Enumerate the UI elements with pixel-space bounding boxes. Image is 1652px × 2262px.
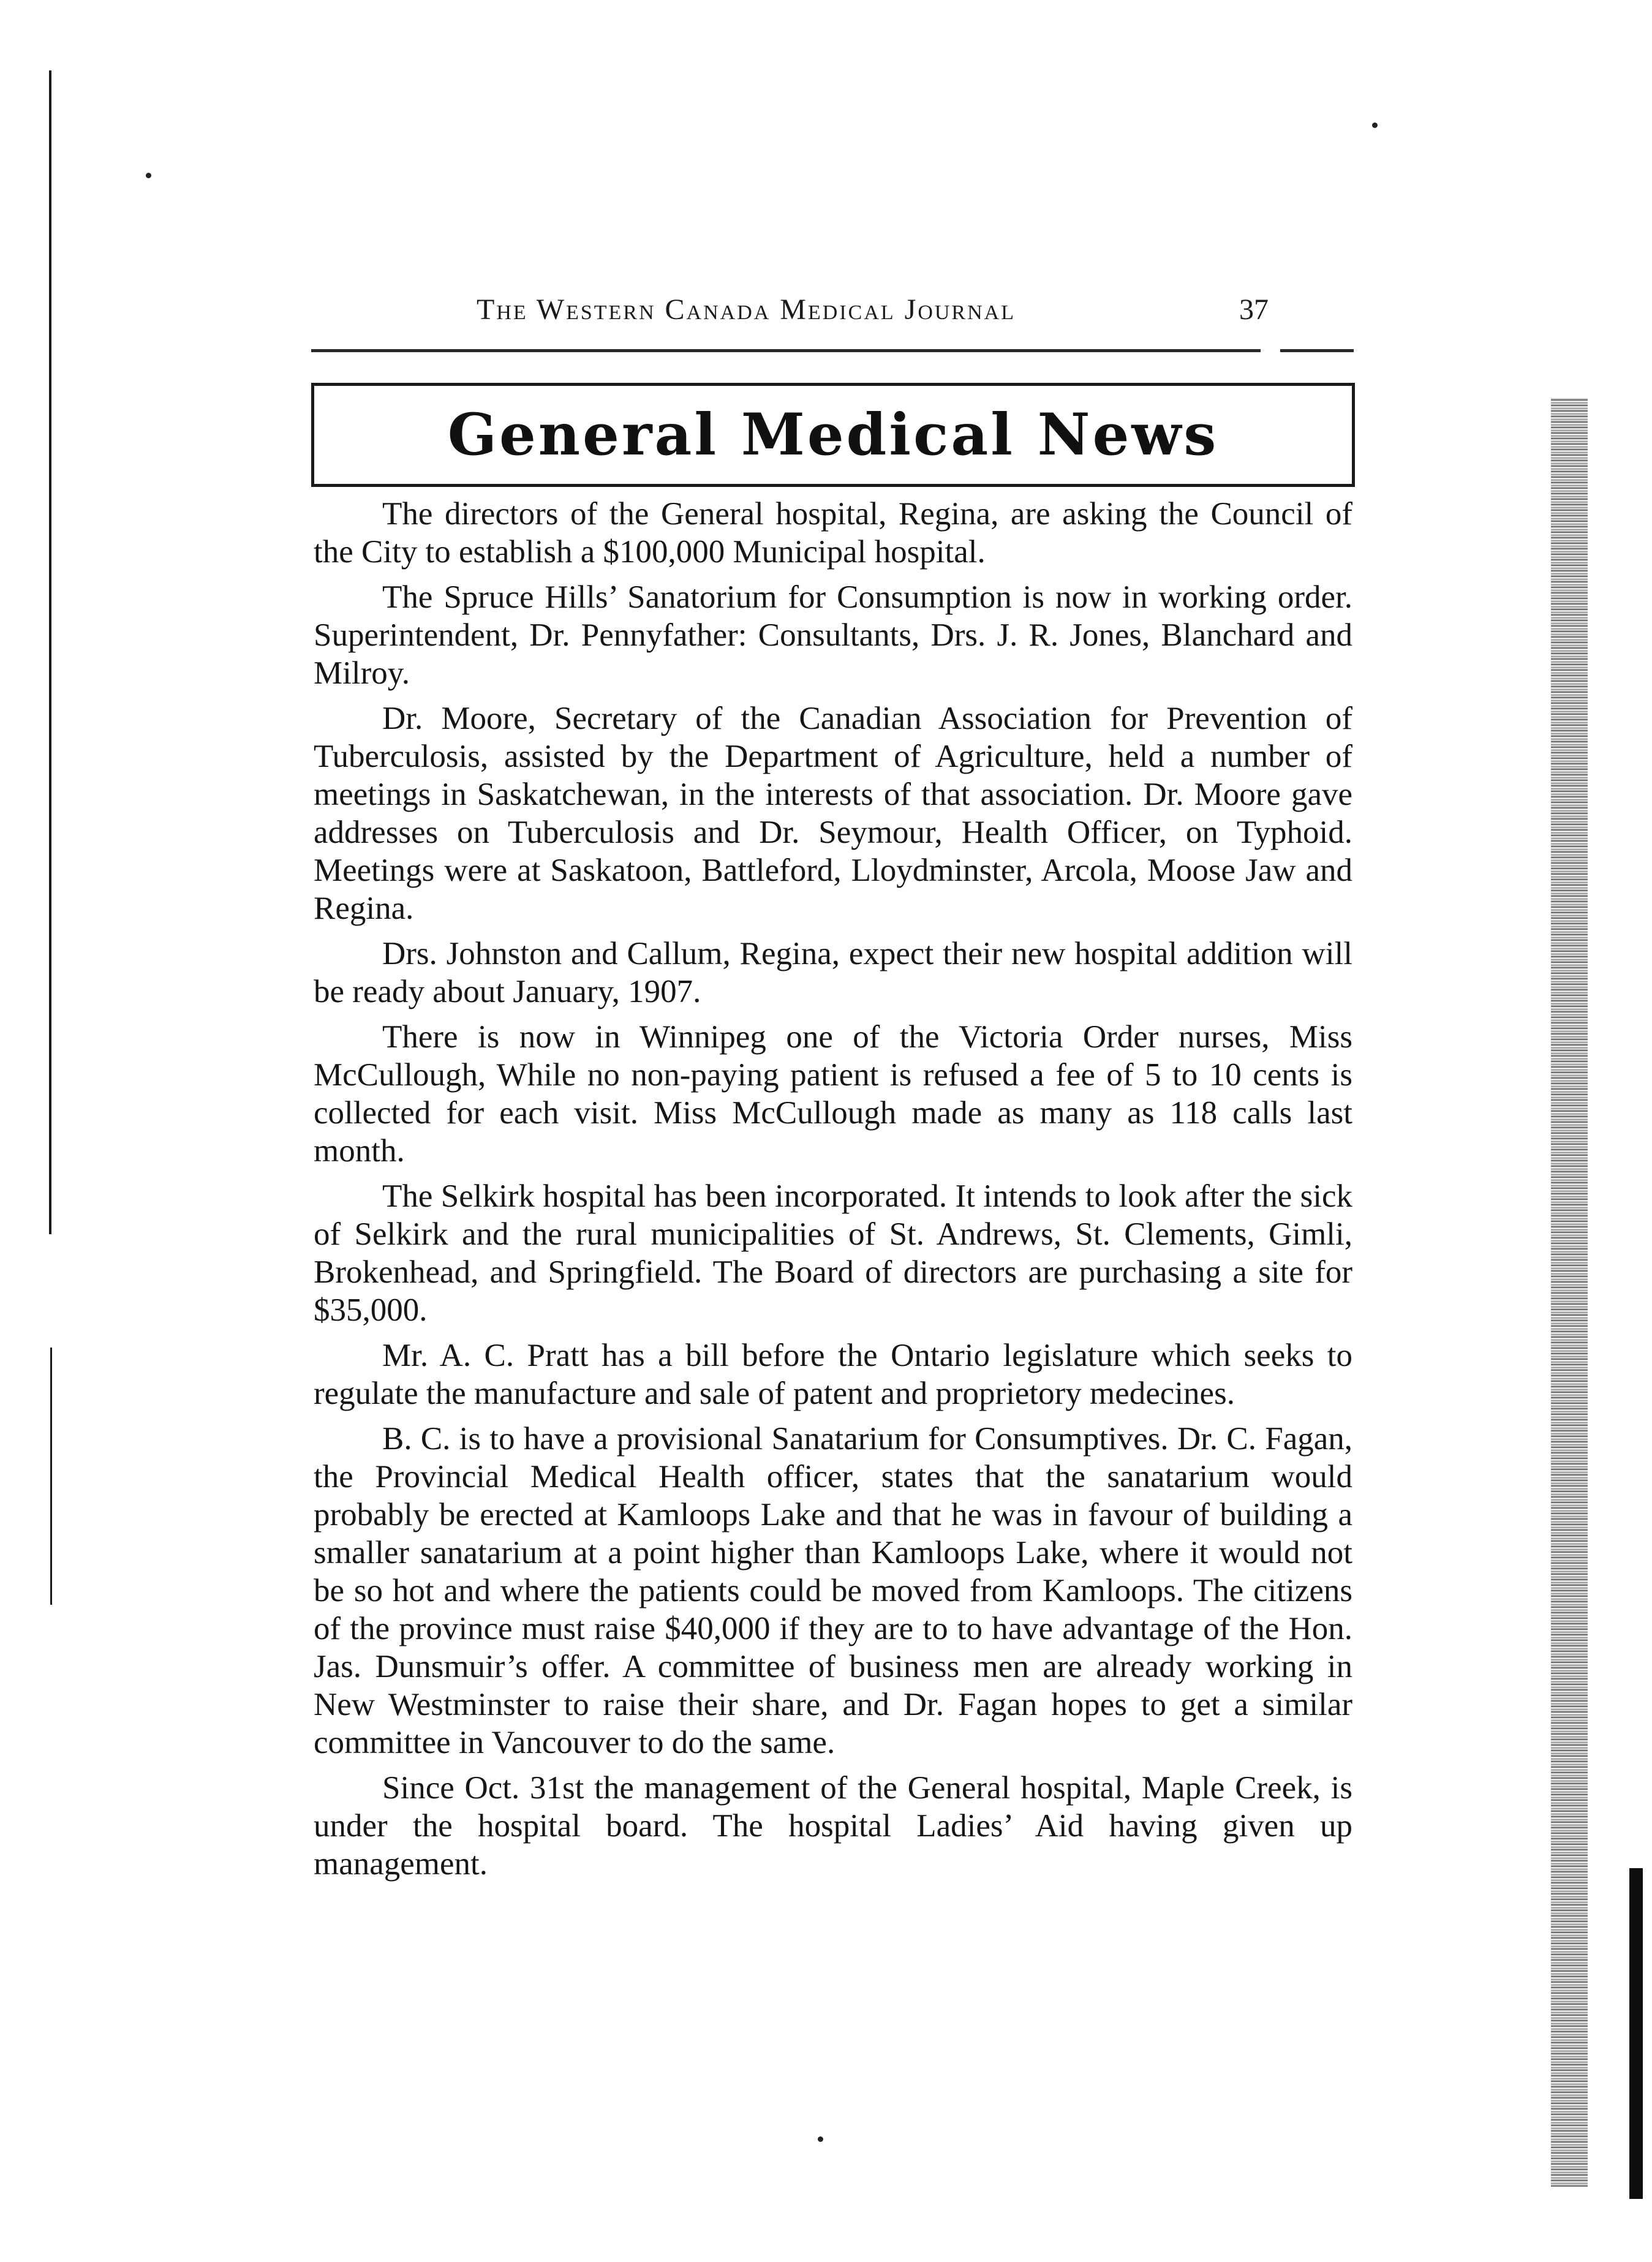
header-rule xyxy=(311,349,1261,352)
news-paragraph: There is now in Winnipeg one of the Victoria Order nurses, Miss McCullough, While no non-paying patient is refused a fee of 5 to 10 cents is collected for each visit. Miss McCullough made as many as 118 calls last month. xyxy=(314,1019,1352,1169)
section-title-box xyxy=(311,383,1355,487)
news-paragraph: The Spruce Hills’ Sanatorium for Consumption is now in working order. Superintendent, Dr. Pennyfather: Consultants, Drs. J. R. Jones, Blanchard and Milroy. xyxy=(314,579,1352,691)
header-rule-short xyxy=(1280,349,1354,352)
news-paragraph: The Selkirk hospital has been incorporated. It intends to look after the sick of Selkirk and the rural municipalities of St. Andrews, St. Clements, Gimli, Brokenhead, and Springfield. The Board of directors are purchasing a site for $35,000. xyxy=(314,1178,1352,1328)
section-title: General Medical News xyxy=(447,401,1219,469)
article-body xyxy=(314,495,1352,1890)
page-edge-shadow xyxy=(1551,398,1588,2187)
page-number: 37 xyxy=(1239,293,1269,326)
news-paragraph: Mr. A. C. Pratt has a bill before the Ontario legislature which seeks to regulate the manufacture and sale of patent and proprietory medecines. xyxy=(314,1338,1352,1411)
news-paragraph: Since Oct. 31st the management of the General hospital, Maple Creek, is under the hospital board. The hospital Ladies’ Aid having given up management. xyxy=(314,1770,1352,1882)
scan-speck xyxy=(1372,123,1378,128)
news-paragraph: The directors of the General hospital, Regina, are asking the Council of the City to establish a $100,000 Municipal hospital. xyxy=(314,496,1352,570)
journal-title: The Western Canada Medical Journal xyxy=(477,293,1016,326)
news-paragraph: Drs. Johnston and Callum, Regina, expect their new hospital addition will be ready about January, 1907. xyxy=(314,936,1352,1009)
page-edge-bar xyxy=(1629,1868,1643,2199)
scan-margin-line xyxy=(49,70,51,1234)
running-header xyxy=(311,288,1352,337)
news-paragraph: B. C. is to have a provisional Sanatarium for Consumptives. Dr. C. Fagan, the Provincial Medical Health officer, states that the sanatarium would probably be erected at Kamloops Lake and that he was in favour of building a smaller sanatarium at a point higher than Kamloops Lake, where it would not be so hot and where the patients could be moved from Kamloops. The citizens of the province must raise $40,000 if they are to to have advantage of the Hon. Jas. Dunsmuir’s offer. A committee of business men are already working in New Westminster to raise their share, and Dr. Fagan hopes to get a similar committee in Vancouver to do the same. xyxy=(314,1421,1352,1760)
scan-speck xyxy=(818,2136,823,2142)
scan-speck xyxy=(146,173,151,178)
scan-margin-line-lower xyxy=(50,1348,52,1605)
news-paragraph: Dr. Moore, Secretary of the Canadian Association for Prevention of Tuberculosis, assisted by the Department of Agriculture, held a number of meetings in Saskatchewan, in the interests of that association. Dr. Moore gave addresses on Tuberculosis and Dr. Seymour, Health Officer, on Typhoid. Meetings were at Saskatoon, Battleford, Lloydminster, Arcola, Moose Jaw and Regina. xyxy=(314,701,1352,926)
